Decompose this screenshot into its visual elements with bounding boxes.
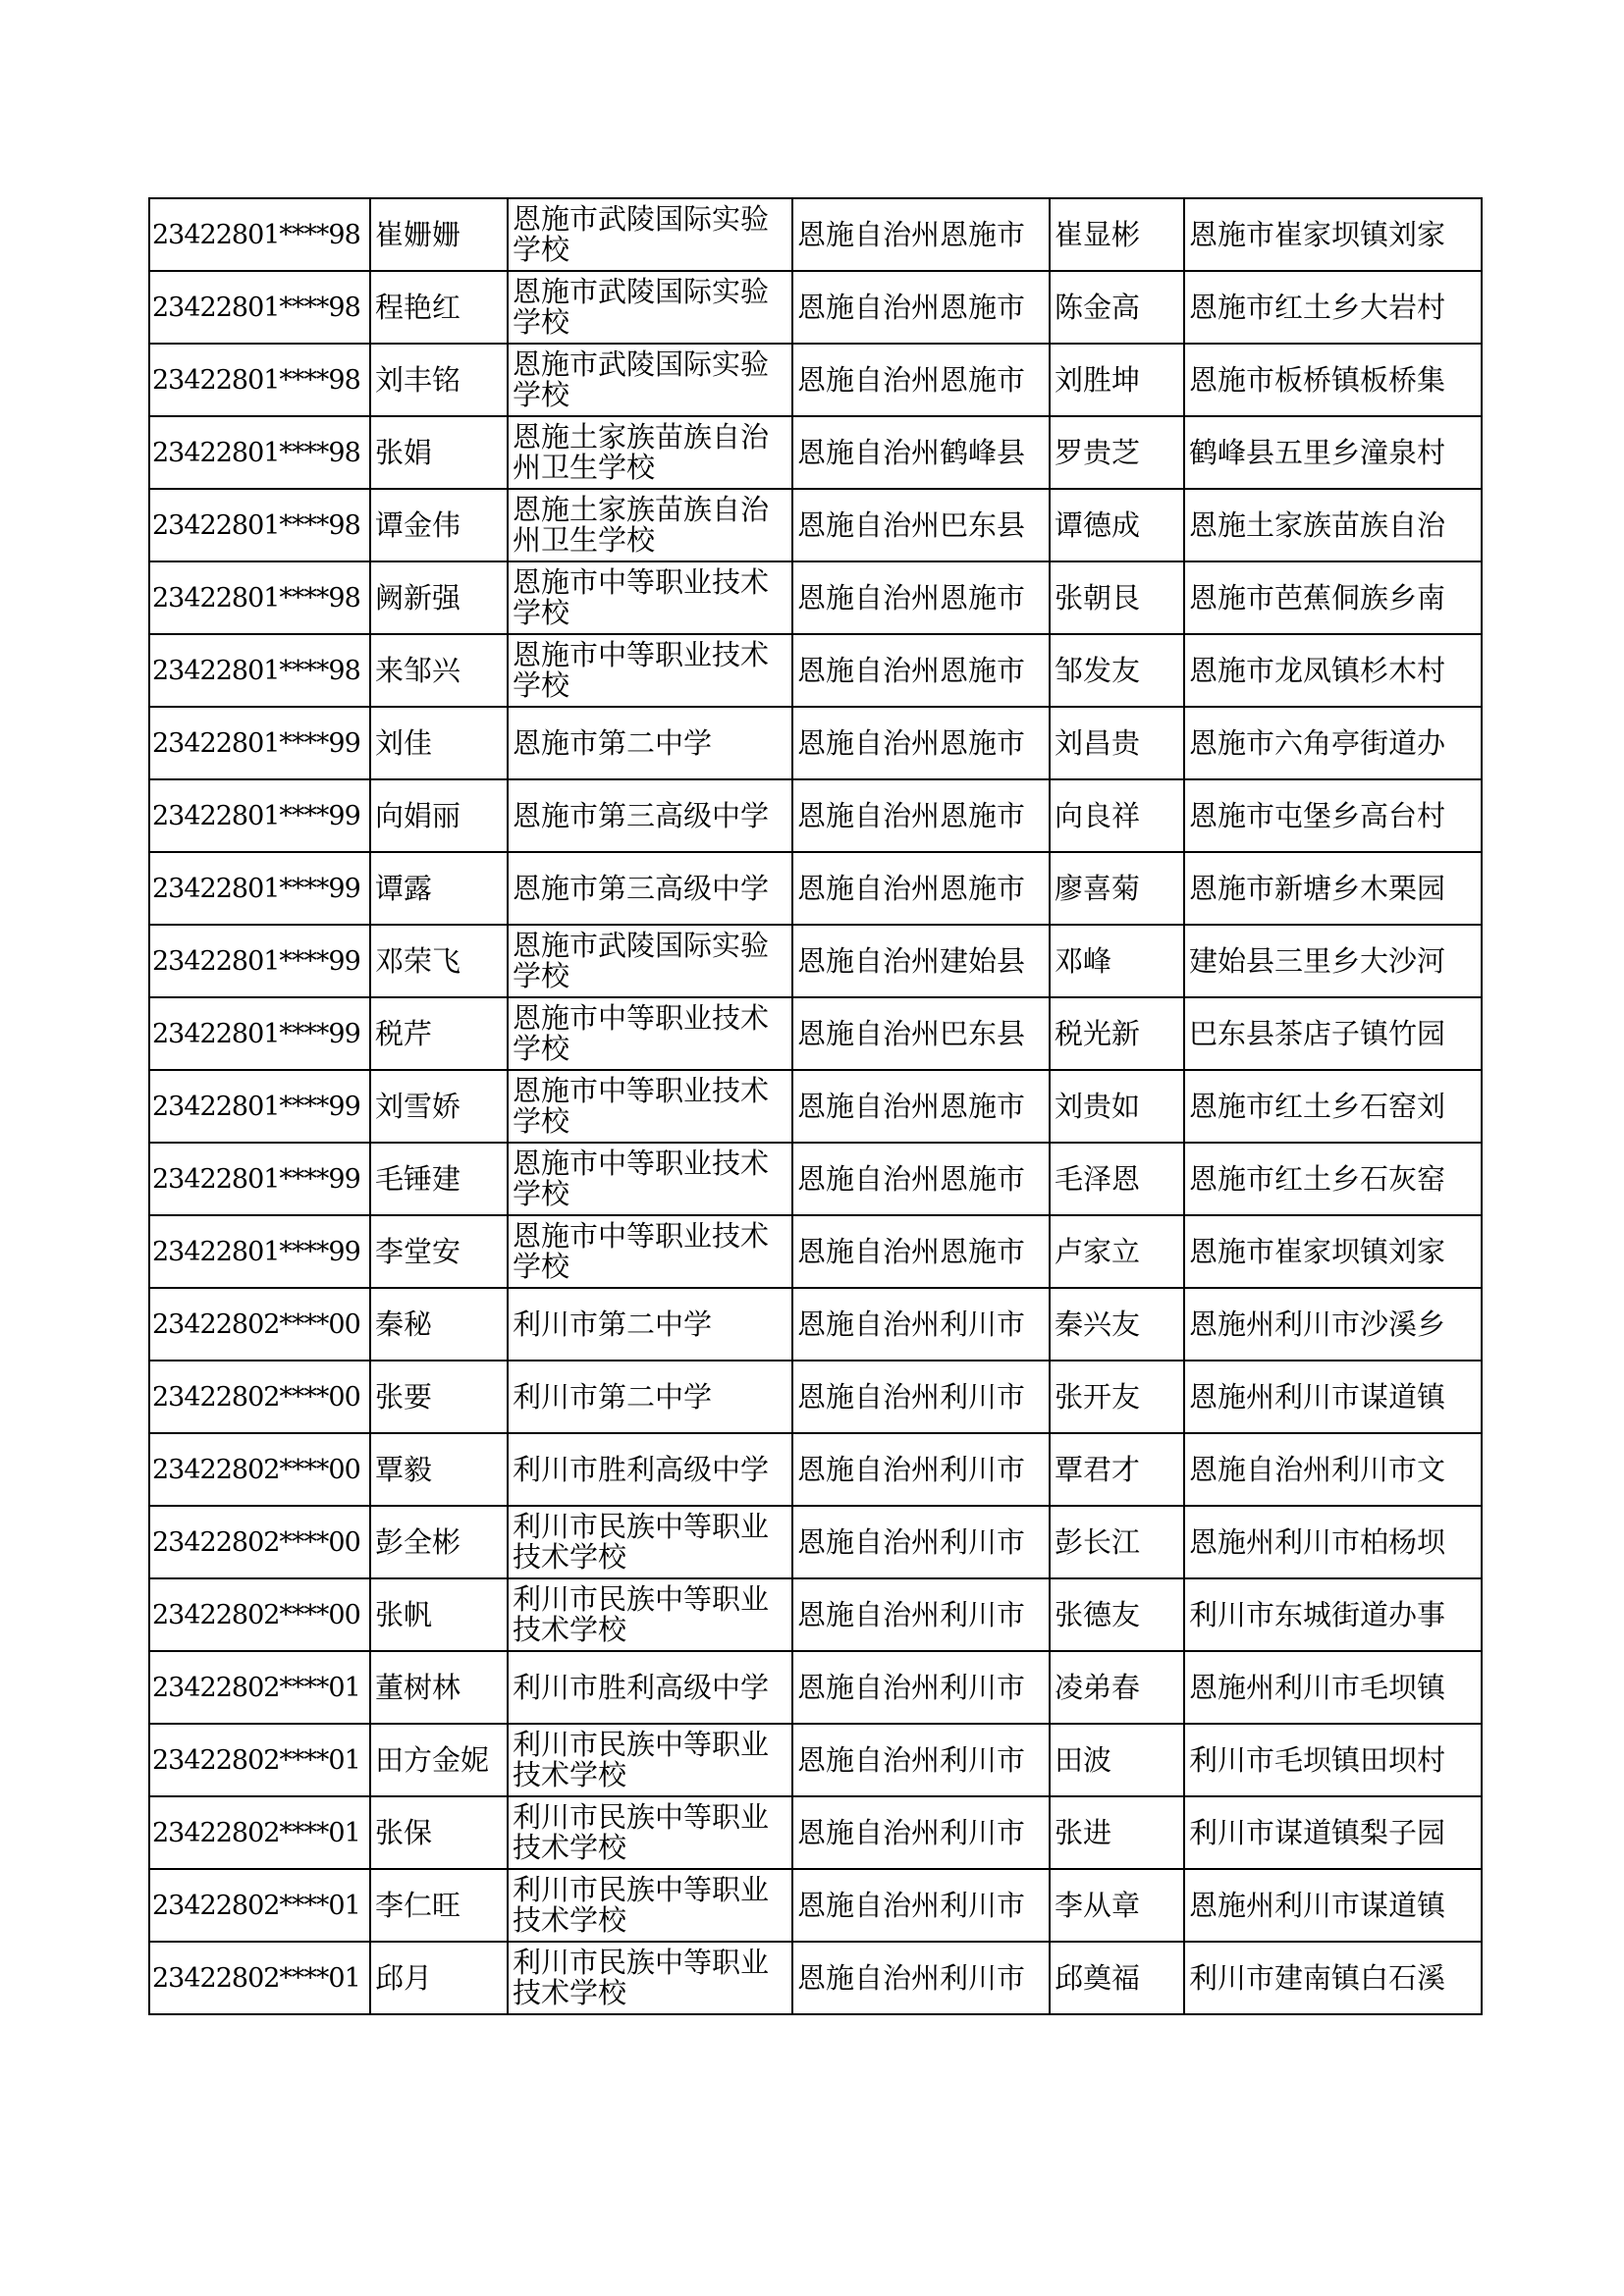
guardian-cell: 张朝艮	[1050, 561, 1184, 634]
name-cell: 李仁旺	[370, 1869, 508, 1942]
id-cell: 23422802****00	[149, 1578, 370, 1651]
guardian-cell: 刘贵如	[1050, 1070, 1184, 1143]
school-cell: 恩施市中等职业技术学校	[508, 1215, 792, 1288]
name-cell: 邱月	[370, 1942, 508, 2014]
id-cell: 23422802****01	[149, 1869, 370, 1942]
address-cell: 利川市毛坝镇田坝村	[1184, 1724, 1482, 1796]
address-cell: 恩施州利川市毛坝镇	[1184, 1651, 1482, 1724]
address-cell: 恩施市红土乡大岩村	[1184, 271, 1482, 344]
school-cell: 利川市第二中学	[508, 1288, 792, 1361]
id-cell: 23422801****99	[149, 852, 370, 925]
id-cell: 23422802****01	[149, 1796, 370, 1869]
region-cell: 恩施自治州利川市	[792, 1796, 1050, 1869]
region-cell: 恩施自治州恩施市	[792, 779, 1050, 852]
id-cell: 23422801****99	[149, 997, 370, 1070]
region-cell: 恩施自治州恩施市	[792, 1143, 1050, 1215]
address-cell: 恩施市龙凤镇杉木村	[1184, 634, 1482, 707]
id-cell: 23422801****99	[149, 707, 370, 779]
guardian-cell: 陈金高	[1050, 271, 1184, 344]
name-cell: 董树林	[370, 1651, 508, 1724]
name-cell: 来邹兴	[370, 634, 508, 707]
school-cell: 恩施市中等职业技术学校	[508, 997, 792, 1070]
table-row	[149, 1724, 1482, 1796]
guardian-cell: 张德友	[1050, 1578, 1184, 1651]
guardian-cell: 邱奠福	[1050, 1942, 1184, 2014]
table-row	[149, 1143, 1482, 1215]
id-cell: 23422801****98	[149, 344, 370, 416]
guardian-cell: 田波	[1050, 1724, 1184, 1796]
address-cell: 建始县三里乡大沙河	[1184, 925, 1482, 997]
id-cell: 23422802****01	[149, 1724, 370, 1796]
region-cell: 恩施自治州利川市	[792, 1942, 1050, 2014]
guardian-cell: 李从章	[1050, 1869, 1184, 1942]
name-cell: 张帆	[370, 1578, 508, 1651]
id-cell: 23422802****00	[149, 1361, 370, 1433]
region-cell: 恩施自治州恩施市	[792, 634, 1050, 707]
table-row	[149, 1578, 1482, 1651]
address-cell: 鹤峰县五里乡潼泉村	[1184, 416, 1482, 489]
guardian-cell: 廖喜菊	[1050, 852, 1184, 925]
name-cell: 秦秘	[370, 1288, 508, 1361]
name-cell: 李堂安	[370, 1215, 508, 1288]
name-cell: 刘丰铭	[370, 344, 508, 416]
guardian-cell: 张进	[1050, 1796, 1184, 1869]
school-cell: 利川市民族中等职业技术学校	[508, 1506, 792, 1578]
id-cell: 23422802****00	[149, 1288, 370, 1361]
address-cell: 恩施州利川市沙溪乡	[1184, 1288, 1482, 1361]
guardian-cell: 张开友	[1050, 1361, 1184, 1433]
name-cell: 彭全彬	[370, 1506, 508, 1578]
table-row	[149, 561, 1482, 634]
address-cell: 恩施市六角亭街道办	[1184, 707, 1482, 779]
name-cell: 程艳红	[370, 271, 508, 344]
table-row	[149, 1288, 1482, 1361]
name-cell: 税芹	[370, 997, 508, 1070]
guardian-cell: 向良祥	[1050, 779, 1184, 852]
guardian-cell: 凌弟春	[1050, 1651, 1184, 1724]
table-row	[149, 416, 1482, 489]
table-row	[149, 779, 1482, 852]
name-cell: 邓荣飞	[370, 925, 508, 997]
address-cell: 恩施市屯堡乡高台村	[1184, 779, 1482, 852]
school-cell: 利川市胜利高级中学	[508, 1433, 792, 1506]
guardian-cell: 覃君才	[1050, 1433, 1184, 1506]
name-cell: 覃毅	[370, 1433, 508, 1506]
name-cell: 谭露	[370, 852, 508, 925]
school-cell: 恩施市中等职业技术学校	[508, 1070, 792, 1143]
address-cell: 恩施自治州利川市文	[1184, 1433, 1482, 1506]
address-cell: 恩施州利川市谋道镇	[1184, 1361, 1482, 1433]
name-cell: 谭金伟	[370, 489, 508, 561]
guardian-cell: 崔显彬	[1050, 198, 1184, 271]
table-row	[149, 707, 1482, 779]
id-cell: 23422801****98	[149, 416, 370, 489]
guardian-cell: 邹发友	[1050, 634, 1184, 707]
id-cell: 23422802****01	[149, 1942, 370, 2014]
id-cell: 23422801****99	[149, 1215, 370, 1288]
address-cell: 恩施市红土乡石灰窑	[1184, 1143, 1482, 1215]
id-cell: 23422801****98	[149, 489, 370, 561]
address-cell: 利川市谋道镇梨子园	[1184, 1796, 1482, 1869]
name-cell: 崔姗姗	[370, 198, 508, 271]
guardian-cell: 秦兴友	[1050, 1288, 1184, 1361]
id-cell: 23422802****00	[149, 1506, 370, 1578]
table-row	[149, 1796, 1482, 1869]
id-cell: 23422801****99	[149, 925, 370, 997]
guardian-cell: 刘胜坤	[1050, 344, 1184, 416]
table-row	[149, 489, 1482, 561]
address-cell: 恩施市红土乡石窑刘	[1184, 1070, 1482, 1143]
region-cell: 恩施自治州利川市	[792, 1578, 1050, 1651]
table-row	[149, 997, 1482, 1070]
address-cell: 巴东县茶店子镇竹园	[1184, 997, 1482, 1070]
name-cell: 张要	[370, 1361, 508, 1433]
guardian-cell: 彭长江	[1050, 1506, 1184, 1578]
guardian-cell: 谭德成	[1050, 489, 1184, 561]
address-cell: 利川市建南镇白石溪	[1184, 1942, 1482, 2014]
address-cell: 恩施市新塘乡木栗园	[1184, 852, 1482, 925]
name-cell: 向娟丽	[370, 779, 508, 852]
region-cell: 恩施自治州恩施市	[792, 344, 1050, 416]
region-cell: 恩施自治州利川市	[792, 1433, 1050, 1506]
school-cell: 恩施市武陵国际实验学校	[508, 271, 792, 344]
address-cell: 恩施土家族苗族自治	[1184, 489, 1482, 561]
region-cell: 恩施自治州恩施市	[792, 561, 1050, 634]
name-cell: 张娟	[370, 416, 508, 489]
address-cell: 利川市东城街道办事	[1184, 1578, 1482, 1651]
table-row	[149, 925, 1482, 997]
id-cell: 23422801****98	[149, 634, 370, 707]
school-cell: 利川市民族中等职业技术学校	[508, 1578, 792, 1651]
table-row	[149, 634, 1482, 707]
guardian-cell: 邓峰	[1050, 925, 1184, 997]
school-cell: 恩施市第三高级中学	[508, 779, 792, 852]
school-cell: 恩施土家族苗族自治州卫生学校	[508, 489, 792, 561]
id-cell: 23422801****99	[149, 1143, 370, 1215]
school-cell: 恩施市第三高级中学	[508, 852, 792, 925]
region-cell: 恩施自治州恩施市	[792, 852, 1050, 925]
roster-table	[148, 197, 1483, 2015]
school-cell: 恩施市武陵国际实验学校	[508, 198, 792, 271]
table-row	[149, 1070, 1482, 1143]
address-cell: 恩施市芭蕉侗族乡南	[1184, 561, 1482, 634]
school-cell: 恩施市武陵国际实验学校	[508, 925, 792, 997]
school-cell: 利川市民族中等职业技术学校	[508, 1796, 792, 1869]
school-cell: 利川市民族中等职业技术学校	[508, 1724, 792, 1796]
school-cell: 恩施土家族苗族自治州卫生学校	[508, 416, 792, 489]
name-cell: 毛锤建	[370, 1143, 508, 1215]
table-row	[149, 1942, 1482, 2014]
region-cell: 恩施自治州利川市	[792, 1869, 1050, 1942]
id-cell: 23422802****01	[149, 1651, 370, 1724]
school-cell: 恩施市中等职业技术学校	[508, 634, 792, 707]
table-row	[149, 1361, 1482, 1433]
table-row	[149, 1215, 1482, 1288]
id-cell: 23422802****00	[149, 1433, 370, 1506]
guardian-cell: 税光新	[1050, 997, 1184, 1070]
table-row	[149, 852, 1482, 925]
guardian-cell: 罗贵芝	[1050, 416, 1184, 489]
region-cell: 恩施自治州恩施市	[792, 198, 1050, 271]
school-cell: 利川市民族中等职业技术学校	[508, 1942, 792, 2014]
table-row	[149, 198, 1482, 271]
school-cell: 恩施市中等职业技术学校	[508, 561, 792, 634]
address-cell: 恩施市崔家坝镇刘家	[1184, 1215, 1482, 1288]
name-cell: 张保	[370, 1796, 508, 1869]
region-cell: 恩施自治州巴东县	[792, 489, 1050, 561]
name-cell: 田方金妮	[370, 1724, 508, 1796]
id-cell: 23422801****98	[149, 561, 370, 634]
table-row	[149, 271, 1482, 344]
school-cell: 恩施市第二中学	[508, 707, 792, 779]
roster-table-body	[149, 198, 1482, 2014]
address-cell: 恩施州利川市柏杨坝	[1184, 1506, 1482, 1578]
region-cell: 恩施自治州利川市	[792, 1506, 1050, 1578]
address-cell: 恩施市崔家坝镇刘家	[1184, 198, 1482, 271]
region-cell: 恩施自治州鹤峰县	[792, 416, 1050, 489]
guardian-cell: 毛泽恩	[1050, 1143, 1184, 1215]
region-cell: 恩施自治州利川市	[792, 1724, 1050, 1796]
region-cell: 恩施自治州恩施市	[792, 707, 1050, 779]
region-cell: 恩施自治州建始县	[792, 925, 1050, 997]
address-cell: 恩施州利川市谋道镇	[1184, 1869, 1482, 1942]
school-cell: 恩施市中等职业技术学校	[508, 1143, 792, 1215]
region-cell: 恩施自治州恩施市	[792, 1070, 1050, 1143]
region-cell: 恩施自治州恩施市	[792, 271, 1050, 344]
region-cell: 恩施自治州利川市	[792, 1651, 1050, 1724]
table-row	[149, 1506, 1482, 1578]
address-cell: 恩施市板桥镇板桥集	[1184, 344, 1482, 416]
id-cell: 23422801****98	[149, 271, 370, 344]
id-cell: 23422801****98	[149, 198, 370, 271]
name-cell: 刘佳	[370, 707, 508, 779]
name-cell: 刘雪娇	[370, 1070, 508, 1143]
region-cell: 恩施自治州利川市	[792, 1288, 1050, 1361]
table-row	[149, 1433, 1482, 1506]
school-cell: 利川市胜利高级中学	[508, 1651, 792, 1724]
school-cell: 利川市第二中学	[508, 1361, 792, 1433]
region-cell: 恩施自治州恩施市	[792, 1215, 1050, 1288]
school-cell: 恩施市武陵国际实验学校	[508, 344, 792, 416]
school-cell: 利川市民族中等职业技术学校	[508, 1869, 792, 1942]
table-row	[149, 344, 1482, 416]
region-cell: 恩施自治州利川市	[792, 1361, 1050, 1433]
id-cell: 23422801****99	[149, 779, 370, 852]
region-cell: 恩施自治州巴东县	[792, 997, 1050, 1070]
table-row	[149, 1651, 1482, 1724]
id-cell: 23422801****99	[149, 1070, 370, 1143]
guardian-cell: 卢家立	[1050, 1215, 1184, 1288]
table-row	[149, 1869, 1482, 1942]
guardian-cell: 刘昌贵	[1050, 707, 1184, 779]
name-cell: 阙新强	[370, 561, 508, 634]
